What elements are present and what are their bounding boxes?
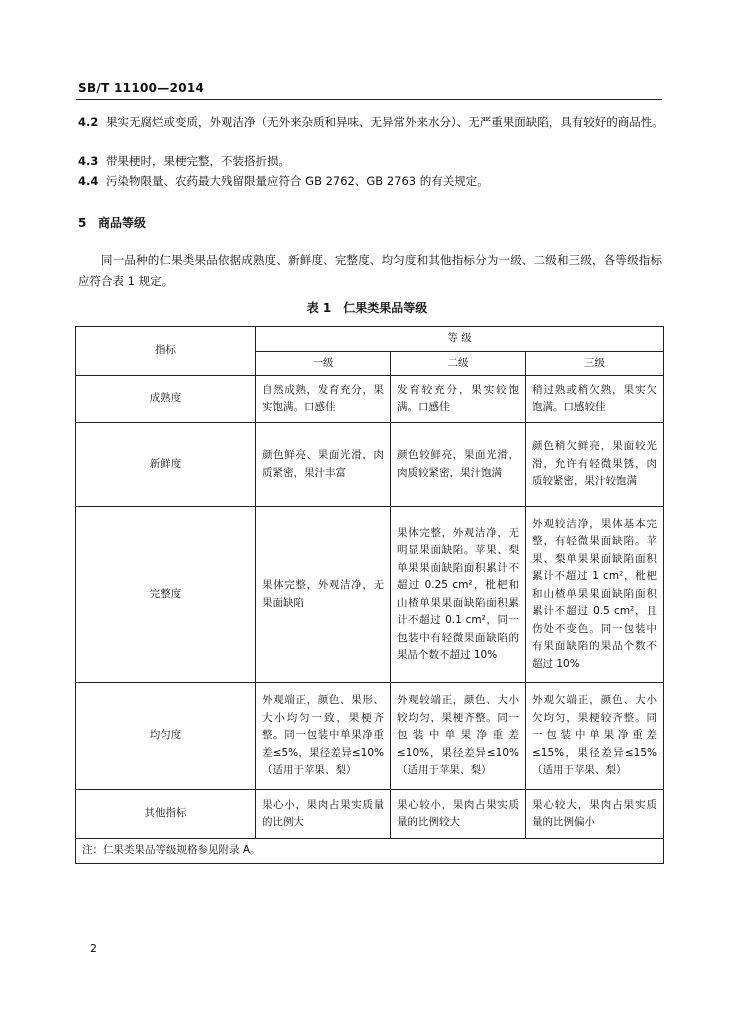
- cell-grade-3: 果心较大，果肉占果实质量的比例偏小: [526, 790, 664, 839]
- table-caption-number: 表 1: [306, 301, 332, 315]
- cell-grade-3: 外观较洁净，果体基本完整，有轻微果面缺陷。苹果、梨单果果面缺陷面积累计不超过 1 cm²，枇杷和山楂单果果面缺陷面积累计不超过 0.5 cm²，且伤处不变色。同一包装中有果面缺陷的果品个数不超过 10%: [526, 507, 664, 683]
- clause-number: 4.3: [78, 154, 99, 168]
- table-row: [76, 376, 664, 423]
- cell-grade-2: 发育较充分，果实较饱满。口感佳: [391, 376, 526, 423]
- row-indicator: 其他指标: [76, 790, 256, 839]
- cell-grade-1: 自然成熟，发育充分，果实饱满。口感佳: [256, 376, 391, 423]
- clause-text: 果实无腐烂或变质，外观洁净（无外来杂质和异味、无异常外来水分）、无严重果面缺陷，具有较好的商品性。: [106, 115, 664, 129]
- header-rule: [76, 99, 662, 100]
- cell-grade-1: 果体完整，外观洁净，无果面缺陷: [256, 507, 391, 683]
- grade-table: [75, 326, 664, 864]
- table-note: 注：仁果类果品等级规格参见附录 A。: [76, 839, 664, 864]
- section-title: 商品等级: [98, 216, 147, 230]
- header-grade-3: 三级: [526, 351, 664, 376]
- table-row: [76, 423, 664, 507]
- table-row: [76, 507, 664, 683]
- cell-grade-2: 颜色较鲜亮，果面光滑，肉质较紧密，果汁饱满: [391, 423, 526, 507]
- cell-grade-1: 果心小，果肉占果实质量的比例大: [256, 790, 391, 839]
- row-indicator: 完整度: [76, 507, 256, 683]
- row-indicator: 均匀度: [76, 683, 256, 790]
- cell-grade-3: 外观欠端正，颜色、大小欠均匀，果梗较齐整。同一包装中单果净重差≤15%，果径差异≤15%（适用于苹果、梨）: [526, 683, 664, 790]
- header-indicator: 指标: [76, 327, 256, 376]
- clause-4-3: [78, 151, 668, 171]
- table-row: [76, 790, 664, 839]
- section-heading: [78, 214, 146, 231]
- header-grade-1: 一级: [256, 351, 391, 376]
- section-paragraph: 同一品种的仁果类果品依据成熟度、新鲜度、完整度、均匀度和其他指标分为一级、二级和三级，各等级指标应符合表 1 规定。: [78, 253, 662, 288]
- cell-grade-3: 稍过熟或稍欠熟，果实欠饱满。口感较佳: [526, 376, 664, 423]
- cell-grade-1: 外观端正，颜色、果形、大小均匀一致，果梗齐整。同一包装中单果净重差≤5%，果径差异≤10%（适用于苹果、梨）: [256, 683, 391, 790]
- cell-grade-1: 颜色鲜亮、果面光滑，肉质紧密，果汁丰富: [256, 423, 391, 507]
- table-caption: [0, 299, 734, 316]
- table-row: [76, 683, 664, 790]
- clause-text: 污染物限量、农药最大残留限量应符合 GB 2762、GB 2763 的有关规定。: [106, 174, 489, 188]
- header-grade-2: 二级: [391, 351, 526, 376]
- row-indicator: 成熟度: [76, 376, 256, 423]
- section-number: 5: [78, 216, 87, 230]
- clause-number: 4.4: [78, 174, 99, 188]
- clause-4-4: [78, 171, 668, 191]
- table-caption-title: 仁果类果品等级: [343, 301, 428, 315]
- cell-grade-2: 果心较小，果肉占果实质量的比例较大: [391, 790, 526, 839]
- row-indicator: 新鲜度: [76, 423, 256, 507]
- cell-grade-2: 外观较端正，颜色、大小较均匀，果梗齐整。同一包装中单果净重差≤10%，果径差异≤10%（适用于苹果、梨）: [391, 683, 526, 790]
- clause-number: 4.2: [78, 115, 99, 129]
- standard-code: SB/T 11100—2014: [78, 81, 205, 95]
- page-number: 2: [90, 942, 97, 955]
- cell-grade-3: 颜色稍欠鲜亮，果面较光滑，允许有轻微果锈，肉质较紧密，果汁较饱满: [526, 423, 664, 507]
- header-grade: 等 级: [256, 327, 664, 352]
- clause-text: 带果梗时，果梗完整，不装搭折损。: [106, 154, 290, 168]
- clause-4-2: [78, 112, 668, 132]
- cell-grade-2: 果体完整，外观洁净，无明显果面缺陷。苹果、梨单果果面缺陷面积累计不超过 0.25 cm²，枇杷和山楂单果果面缺陷面积累计不超过 0.1 cm²，同一包装中有轻微果面缺陷的果品个数不超过 10%: [391, 507, 526, 683]
